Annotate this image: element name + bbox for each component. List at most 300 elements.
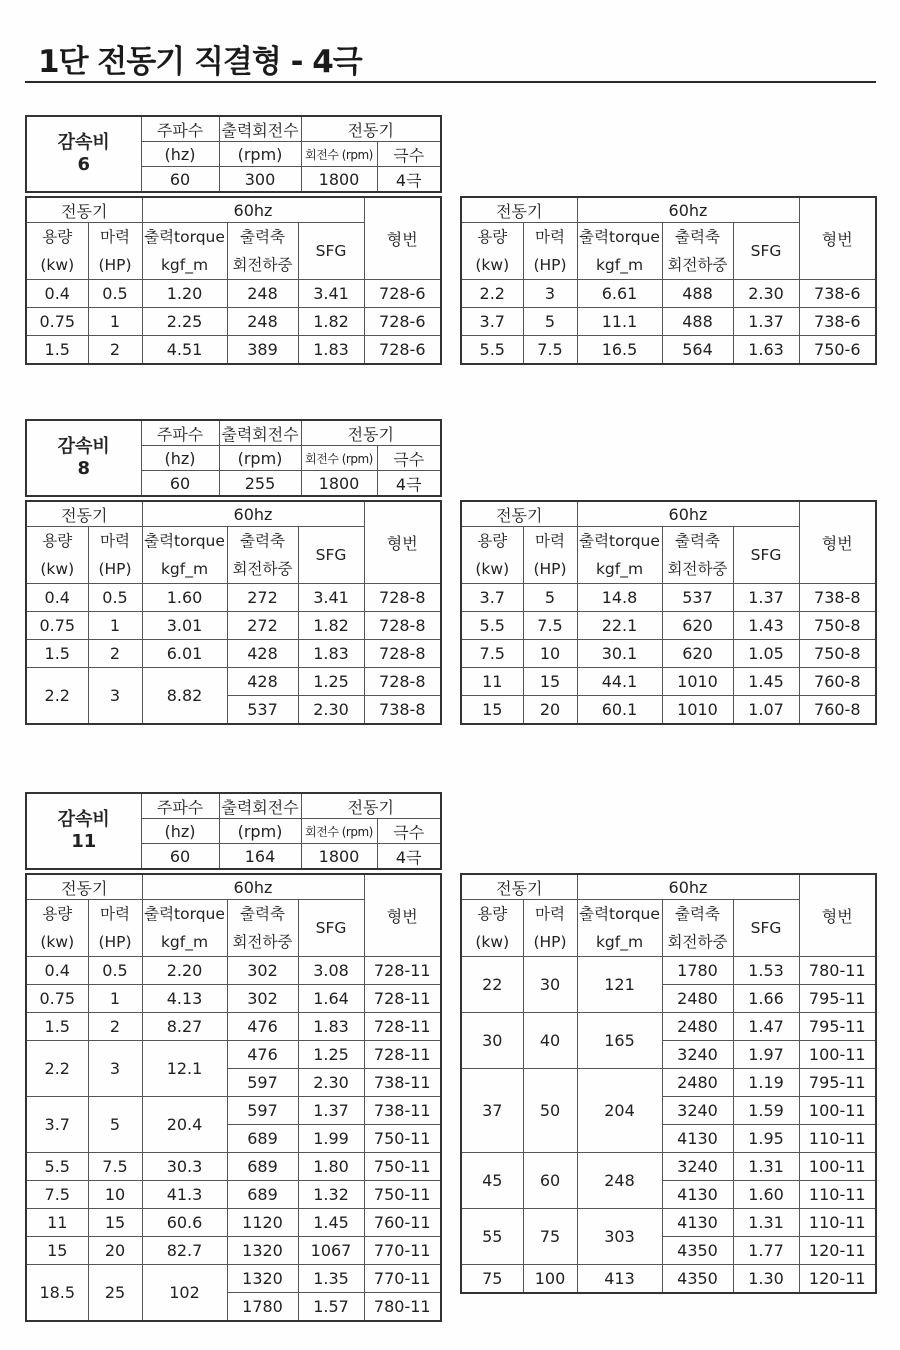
motor-rpm-header: 회전수 (rpm) [301,142,377,167]
model-header: 형번 [799,197,876,280]
horsepower-header-line1: 마력 [535,905,565,923]
capacity-kw-cell: 5.5 [26,1153,88,1181]
sfg-cell: 1.95 [733,1125,799,1153]
sfg-cell: 1.43 [733,612,799,640]
load-cell: 537 [662,584,733,612]
load-cell: 689 [227,1153,298,1181]
model-cell: 760-8 [799,696,876,725]
capacity-kw-cell: 7.5 [26,1181,88,1209]
torque-header [142,900,227,957]
torque-cell: 41.3 [142,1181,227,1209]
capacity-kw-cell: 45 [461,1153,523,1209]
capacity-kw-cell: 1.5 [26,1013,88,1041]
horsepower-cell: 50 [523,1069,577,1153]
table-row [461,280,876,308]
ratio-value: 11 [71,831,97,852]
torque-cell: 4.51 [142,336,227,365]
horsepower-cell: 3 [88,1041,142,1097]
model-header: 형번 [364,501,441,584]
horsepower-cell: 60 [523,1153,577,1209]
table-row [461,336,876,365]
torque-cell: 44.1 [577,668,662,696]
model-cell: 100-11 [799,1153,876,1181]
table-row [26,1209,441,1237]
load-cell: 597 [227,1097,298,1125]
load-cell: 1120 [227,1209,298,1237]
horsepower-cell: 30 [523,957,577,1013]
sfg-cell: 1.25 [298,668,364,696]
capacity-header [26,527,88,584]
capacity-kw-cell: 2.2 [461,280,523,308]
sfg-cell: 1.32 [298,1181,364,1209]
sfg-cell: 1.63 [733,336,799,365]
model-cell: 110-11 [799,1125,876,1153]
sfg-cell: 1.80 [298,1153,364,1181]
horsepower-header [88,223,142,280]
horsepower-header [88,900,142,957]
table-row [26,612,441,640]
horsepower-header-line1: 마력 [100,228,130,246]
capacity-kw-cell: 0.4 [26,280,88,308]
model-cell: 100-11 [799,1041,876,1069]
table-row [461,308,876,336]
table-row [26,1153,441,1181]
hz60-group-header: 60hz [577,197,799,223]
horsepower-header-line1: 마력 [535,228,565,246]
load-cell: 4130 [662,1125,733,1153]
model-header: 형번 [799,501,876,584]
load-header-line1: 출력축 [675,532,720,550]
capacity-kw-cell: 22 [461,957,523,1013]
freq-unit: (hz) [141,819,219,844]
capacity-kw-cell: 15 [461,696,523,725]
horsepower-cell: 25 [88,1265,142,1322]
capacity-header-line1: 용량 [477,905,508,923]
horsepower-header-line1: 마력 [535,532,565,550]
model-header: 형번 [799,874,876,957]
load-cell: 248 [227,280,298,308]
sfg-cell: 1.83 [298,1013,364,1041]
table-row [26,640,441,668]
poles-value: 4극 [377,471,441,497]
hz60-group-header: 60hz [142,197,364,223]
model-cell: 760-8 [799,668,876,696]
horsepower-cell: 20 [88,1237,142,1265]
model-cell: 760-11 [364,1209,441,1237]
sfg-cell: 1.07 [733,696,799,725]
output-rpm-value: 300 [219,167,301,193]
load-cell: 428 [227,668,298,696]
model-cell: 795-11 [799,1013,876,1041]
load-cell: 1320 [227,1237,298,1265]
torque-cell: 165 [577,1013,662,1069]
motor-rpm-header: 회전수 (rpm) [301,446,377,471]
capacity-kw-cell: 3.7 [461,584,523,612]
torque-cell: 2.25 [142,308,227,336]
reduction-ratio-info-table [25,419,442,497]
capacity-kw-cell: 2.2 [26,668,88,725]
poles-header: 극수 [377,819,441,844]
load-header [227,527,298,584]
torque-header [577,900,662,957]
torque-header-line1: 출력torque [579,228,660,246]
output-rpm-value: 164 [219,844,301,870]
model-cell: 750-8 [799,612,876,640]
sfg-cell: 1.82 [298,612,364,640]
load-cell: 302 [227,957,298,985]
motor-group-header: 전동기 [26,874,142,900]
table-row [461,584,876,612]
torque-cell: 2.20 [142,957,227,985]
torque-header-line2: kgf_m [160,560,209,578]
torque-header [142,223,227,280]
torque-cell: 30.1 [577,640,662,668]
table-row [26,280,441,308]
capacity-header-line1: 용량 [42,905,73,923]
torque-header-line1: 출력torque [579,905,660,923]
table-row [26,1041,441,1069]
torque-cell: 413 [577,1265,662,1294]
ratio-label: 감속비 [57,132,110,153]
capacity-kw-cell: 15 [26,1237,88,1265]
sfg-cell: 1.77 [733,1237,799,1265]
freq-value: 60 [141,844,219,870]
model-cell: 728-8 [364,612,441,640]
sfg-cell: 1.47 [733,1013,799,1041]
spec-table-left [25,500,442,725]
load-header [227,900,298,957]
horsepower-cell: 5 [88,1097,142,1153]
freq-unit: (hz) [141,142,219,167]
capacity-kw-cell: 5.5 [461,336,523,365]
horsepower-cell: 15 [523,668,577,696]
horsepower-header-line2: (HP) [533,933,567,951]
table-row [461,1069,876,1097]
sfg-cell: 1.66 [733,985,799,1013]
horsepower-header-line1: 마력 [100,532,130,550]
model-cell: 795-11 [799,1069,876,1097]
torque-cell: 8.82 [142,668,227,725]
capacity-header-line2: (kw) [40,933,75,951]
capacity-header-line1: 용량 [477,228,508,246]
model-cell: 738-11 [364,1097,441,1125]
horsepower-header-line2: (HP) [98,933,132,951]
capacity-header [26,223,88,280]
output-rpm-header: 출력회전수 [219,420,301,446]
load-cell: 2480 [662,1013,733,1041]
horsepower-header-line2: (HP) [533,256,567,274]
motor-group-header: 전동기 [26,197,142,223]
horsepower-header-line1: 마력 [100,905,130,923]
capacity-kw-cell: 30 [461,1013,523,1069]
sfg-cell: 1.57 [298,1293,364,1322]
load-cell: 4130 [662,1181,733,1209]
model-cell: 120-11 [799,1237,876,1265]
capacity-kw-cell: 1.5 [26,640,88,668]
model-cell: 738-8 [799,584,876,612]
reduction-ratio-info-table [25,115,442,193]
motor-rpm-value: 1800 [301,167,377,193]
load-header [662,900,733,957]
torque-cell: 22.1 [577,612,662,640]
table-row [461,612,876,640]
capacity-kw-cell: 18.5 [26,1265,88,1322]
sfg-cell: 1.31 [733,1209,799,1237]
horsepower-cell: 2 [88,336,142,365]
torque-cell: 248 [577,1153,662,1209]
reduction-ratio-info-table [25,792,442,870]
title-divider [25,81,876,83]
sfg-cell: 1.83 [298,336,364,365]
ratio-label: 감속비 [57,436,110,457]
torque-cell: 6.01 [142,640,227,668]
horsepower-cell: 1 [88,985,142,1013]
torque-cell: 60.1 [577,696,662,725]
freq-header: 주파수 [141,420,219,446]
model-cell: 110-11 [799,1209,876,1237]
load-cell: 537 [227,696,298,725]
horsepower-cell: 1 [88,612,142,640]
load-cell: 476 [227,1013,298,1041]
model-cell: 110-11 [799,1181,876,1209]
model-cell: 728-8 [364,640,441,668]
capacity-kw-cell: 2.2 [26,1041,88,1097]
capacity-kw-cell: 75 [461,1265,523,1294]
spec-table-left [25,196,442,365]
table-row [26,1181,441,1209]
capacity-kw-cell: 0.75 [26,612,88,640]
model-cell: 728-6 [364,280,441,308]
sfg-header: SFG [733,900,799,957]
model-cell: 770-11 [364,1265,441,1293]
horsepower-cell: 3 [523,280,577,308]
capacity-kw-cell: 5.5 [461,612,523,640]
model-cell: 738-6 [799,280,876,308]
load-cell: 272 [227,612,298,640]
horsepower-cell: 7.5 [523,336,577,365]
horsepower-cell: 3 [88,668,142,725]
horsepower-cell: 5 [523,584,577,612]
sfg-cell: 1.64 [298,985,364,1013]
capacity-kw-cell: 0.4 [26,957,88,985]
model-cell: 750-6 [799,336,876,365]
spec-table-right [460,500,877,725]
load-header-line2: 회전하중 [667,256,728,274]
hz60-group-header: 60hz [142,501,364,527]
model-cell: 728-8 [364,668,441,696]
load-header-line2: 회전하중 [667,560,728,578]
sfg-cell: 1.97 [733,1041,799,1069]
horsepower-cell: 0.5 [88,280,142,308]
sfg-cell: 1.35 [298,1265,364,1293]
load-cell: 3240 [662,1041,733,1069]
torque-header-line2: kgf_m [595,560,644,578]
load-cell: 4130 [662,1209,733,1237]
horsepower-cell: 15 [88,1209,142,1237]
model-cell: 738-11 [364,1069,441,1097]
horsepower-header [523,527,577,584]
sfg-cell: 1.37 [733,308,799,336]
table-row [26,584,441,612]
freq-unit: (hz) [141,446,219,471]
torque-cell: 20.4 [142,1097,227,1153]
sfg-header: SFG [298,527,364,584]
page-title: 1단 전동기 직결형 - 4극 [38,44,362,80]
load-cell: 1010 [662,696,733,725]
torque-cell: 303 [577,1209,662,1265]
horsepower-header-line2: (HP) [533,560,567,578]
torque-header-line2: kgf_m [595,256,644,274]
horsepower-header [523,223,577,280]
load-header-line1: 출력축 [675,228,720,246]
table-row [461,1265,876,1294]
sfg-cell: 1.60 [733,1181,799,1209]
sfg-cell: 3.08 [298,957,364,985]
sfg-header: SFG [298,223,364,280]
torque-cell: 30.3 [142,1153,227,1181]
capacity-header [461,527,523,584]
capacity-kw-cell: 11 [461,668,523,696]
torque-cell: 8.27 [142,1013,227,1041]
capacity-kw-cell: 37 [461,1069,523,1153]
poles-header: 극수 [377,142,441,167]
poles-value: 4극 [377,167,441,193]
poles-value: 4극 [377,844,441,870]
model-cell: 780-11 [799,957,876,985]
model-cell: 728-11 [364,985,441,1013]
capacity-header-line2: (kw) [40,560,75,578]
sfg-cell: 1.45 [733,668,799,696]
output-rpm-unit: (rpm) [219,446,301,471]
motor-header: 전동기 [301,793,441,819]
torque-cell: 12.1 [142,1041,227,1097]
capacity-kw-cell: 1.5 [26,336,88,365]
load-cell: 689 [227,1181,298,1209]
sfg-cell: 1.53 [733,957,799,985]
sfg-cell: 1.37 [298,1097,364,1125]
torque-cell: 1.60 [142,584,227,612]
load-header-line2: 회전하중 [232,933,293,951]
load-cell: 620 [662,640,733,668]
sfg-cell: 2.30 [298,696,364,725]
torque-header-line2: kgf_m [595,933,644,951]
horsepower-header [523,900,577,957]
horsepower-cell: 2 [88,1013,142,1041]
model-cell: 120-11 [799,1265,876,1294]
motor-header: 전동기 [301,420,441,446]
load-cell: 248 [227,308,298,336]
load-cell: 1010 [662,668,733,696]
table-row [461,696,876,725]
load-cell: 4350 [662,1237,733,1265]
freq-value: 60 [141,471,219,497]
capacity-kw-cell: 11 [26,1209,88,1237]
load-header-line2: 회전하중 [232,560,293,578]
horsepower-header-line2: (HP) [98,256,132,274]
torque-header [577,223,662,280]
freq-value: 60 [141,167,219,193]
capacity-header [26,900,88,957]
capacity-kw-cell: 55 [461,1209,523,1265]
torque-cell: 102 [142,1265,227,1322]
load-header [227,223,298,280]
table-row [26,308,441,336]
horsepower-cell: 10 [88,1181,142,1209]
load-header-line2: 회전하중 [232,256,293,274]
table-row [461,640,876,668]
torque-header-line1: 출력torque [144,532,225,550]
table-row [461,1209,876,1237]
horsepower-header-line2: (HP) [98,560,132,578]
motor-group-header: 전동기 [26,501,142,527]
model-cell: 750-11 [364,1153,441,1181]
model-cell: 728-11 [364,1013,441,1041]
load-header-line1: 출력축 [240,905,285,923]
model-header: 형번 [364,197,441,280]
model-cell: 750-11 [364,1181,441,1209]
sfg-cell: 1067 [298,1237,364,1265]
load-cell: 428 [227,640,298,668]
sfg-cell: 1.45 [298,1209,364,1237]
spec-table-right [460,873,877,1294]
torque-header-line1: 출력torque [144,905,225,923]
horsepower-cell: 7.5 [523,612,577,640]
motor-group-header: 전동기 [461,501,577,527]
torque-cell: 16.5 [577,336,662,365]
torque-header-line1: 출력torque [579,532,660,550]
torque-header [142,527,227,584]
horsepower-cell: 40 [523,1013,577,1069]
load-cell: 2480 [662,1069,733,1097]
load-cell: 3240 [662,1153,733,1181]
sfg-cell: 1.05 [733,640,799,668]
torque-header-line1: 출력torque [144,228,225,246]
spec-table-left [25,873,442,1322]
output-rpm-unit: (rpm) [219,142,301,167]
spec-table-right [460,196,877,365]
load-cell: 488 [662,280,733,308]
load-cell: 3240 [662,1097,733,1125]
output-rpm-header: 출력회전수 [219,116,301,142]
load-cell: 2480 [662,985,733,1013]
freq-header: 주파수 [141,793,219,819]
load-cell: 488 [662,308,733,336]
torque-cell: 204 [577,1069,662,1153]
table-row [461,1153,876,1181]
sfg-cell: 1.31 [733,1153,799,1181]
horsepower-cell: 100 [523,1265,577,1294]
hz60-group-header: 60hz [577,874,799,900]
capacity-header-line2: (kw) [475,256,510,274]
reduction-ratio-cell [26,793,141,869]
motor-rpm-header: 회전수 (rpm) [301,819,377,844]
model-cell: 728-8 [364,584,441,612]
capacity-kw-cell: 3.7 [26,1097,88,1153]
model-cell: 728-11 [364,1041,441,1069]
table-row [26,957,441,985]
output-rpm-value: 255 [219,471,301,497]
load-cell: 597 [227,1069,298,1097]
model-cell: 750-8 [799,640,876,668]
hz60-group-header: 60hz [577,501,799,527]
load-header-line2: 회전하중 [667,933,728,951]
hz60-group-header: 60hz [142,874,364,900]
table-row [26,668,441,696]
poles-header: 극수 [377,446,441,471]
table-row [26,1097,441,1125]
load-header [662,527,733,584]
torque-cell: 82.7 [142,1237,227,1265]
